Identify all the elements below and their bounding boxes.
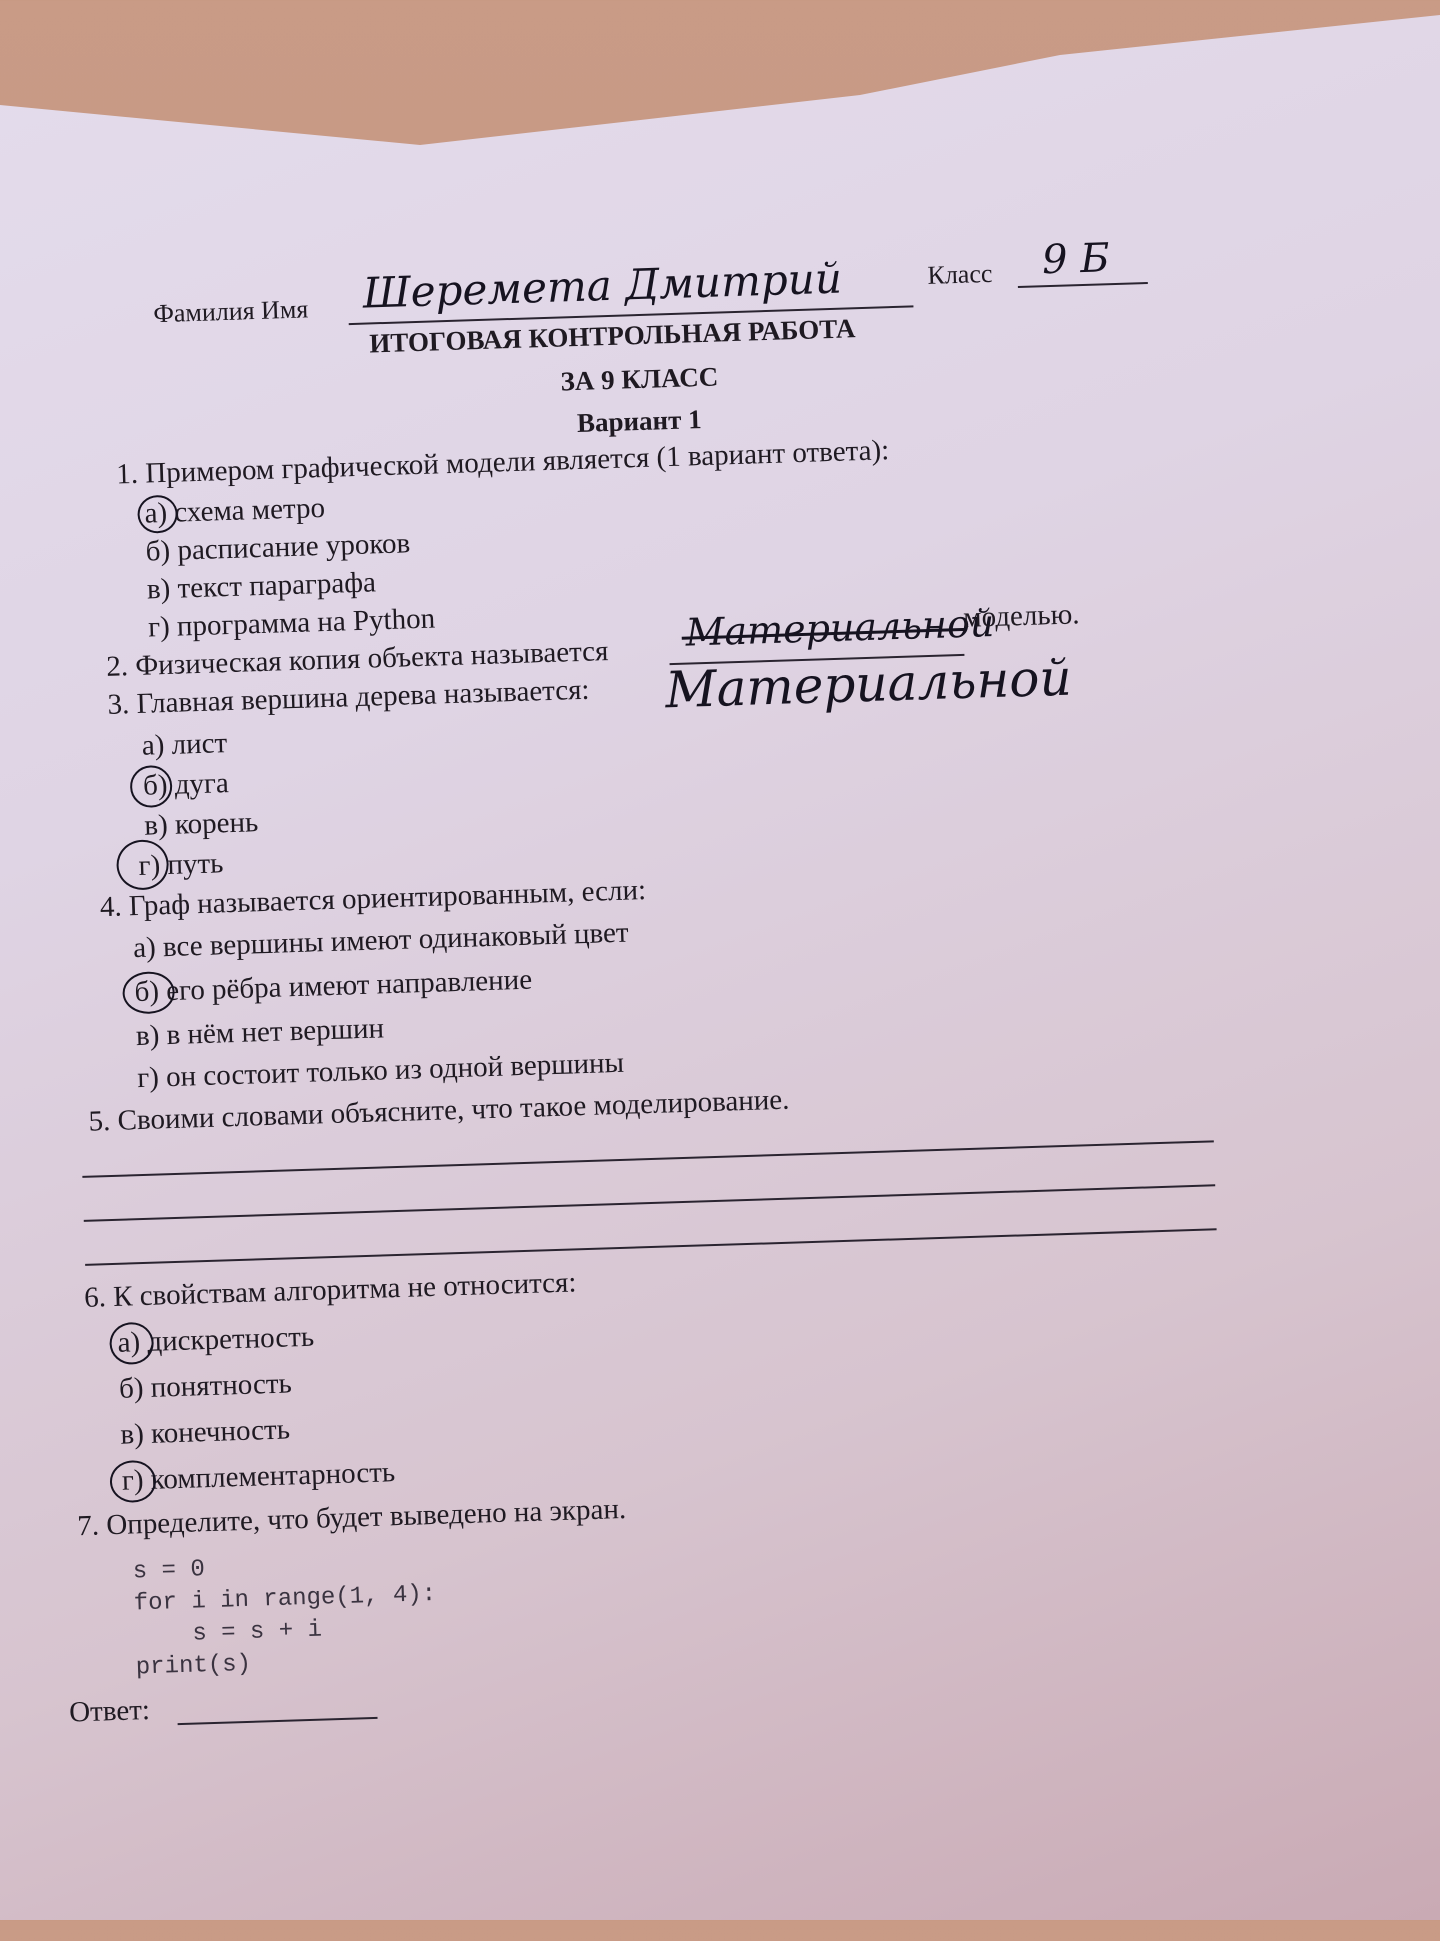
q2-handwritten-answer: Материальной (664, 648, 1073, 720)
q2-crossed-answer: Материальной (684, 600, 995, 655)
q3-option-c: в) корень (143, 806, 259, 842)
q5-answer-line-2 (84, 1184, 1216, 1222)
q4-text: 4. Граф называется ориентированным, если: (99, 874, 647, 924)
variant-label: Вариант 1 (576, 404, 703, 438)
q7-text: 7. Определите, что будет выведено на экран. (76, 1492, 627, 1543)
q4-option-d: г) он состоит только из одной вершины (136, 1046, 625, 1095)
name-label: Фамилия Имя (152, 294, 309, 329)
handwritten-class: 9 Б (1041, 235, 1111, 284)
code-line-4: print(s) (135, 1650, 252, 1682)
q3-option-d: г) путь (138, 847, 224, 882)
q3-circle-d (116, 839, 170, 891)
code-line-2: for i in range(1, 4): (133, 1580, 437, 1618)
q4-option-b: б) его рёбра имеют направление (134, 963, 533, 1009)
title-line-1: ИТОГОВАЯ КОНТРОЛЬНАЯ РАБОТА (368, 313, 856, 359)
code-line-1: s = 0 (132, 1556, 206, 1586)
q6-text: 6. К свойствам алгоритма не относится: (83, 1266, 577, 1314)
q4-option-c: в) в нём нет вершин (135, 1012, 385, 1053)
q1-text: 1. Примером графической модели является (1 вариант ответа): (115, 434, 890, 491)
code-line-3: s = s + i (134, 1616, 323, 1650)
q3-option-b: б) дуга (142, 767, 230, 802)
q3-text: 3. Главная вершина дерева называется: (107, 673, 590, 721)
handwritten-name: Шереметa Дмитрий (361, 253, 843, 318)
q6-option-d: г) комплементарность (121, 1456, 396, 1497)
q1-option-b: б) расписание уроков (145, 527, 411, 568)
q5-text: 5. Своими словами объясните, что такое моделирование. (88, 1083, 790, 1138)
title-line-2: ЗА 9 КЛАСС (560, 361, 719, 397)
q4-option-a: а) все вершины имеют одинаковый цвет (132, 916, 630, 965)
class-label: Класс (927, 258, 993, 290)
q6-option-b: б) понятность (118, 1367, 293, 1405)
q1-option-d: г) программа на Python (147, 602, 436, 644)
q6-option-a: а) дискретность (117, 1320, 315, 1359)
q1-option-c: в) текст параграфа (146, 566, 377, 606)
answer-underline (178, 1717, 378, 1725)
class-underline (1018, 282, 1148, 288)
q5-answer-line-3 (85, 1228, 1217, 1266)
q6-option-c: в) конечность (119, 1413, 291, 1451)
answer-label: Ответ: (68, 1694, 151, 1729)
q2-text: 2. Физическая копия объекта называется (105, 635, 609, 683)
q3-option-a: а) лист (141, 727, 228, 762)
q1-option-a: а) схема метро (144, 491, 326, 530)
q2-suffix: моделью. (962, 598, 1080, 634)
q5-answer-line-1 (82, 1140, 1214, 1178)
